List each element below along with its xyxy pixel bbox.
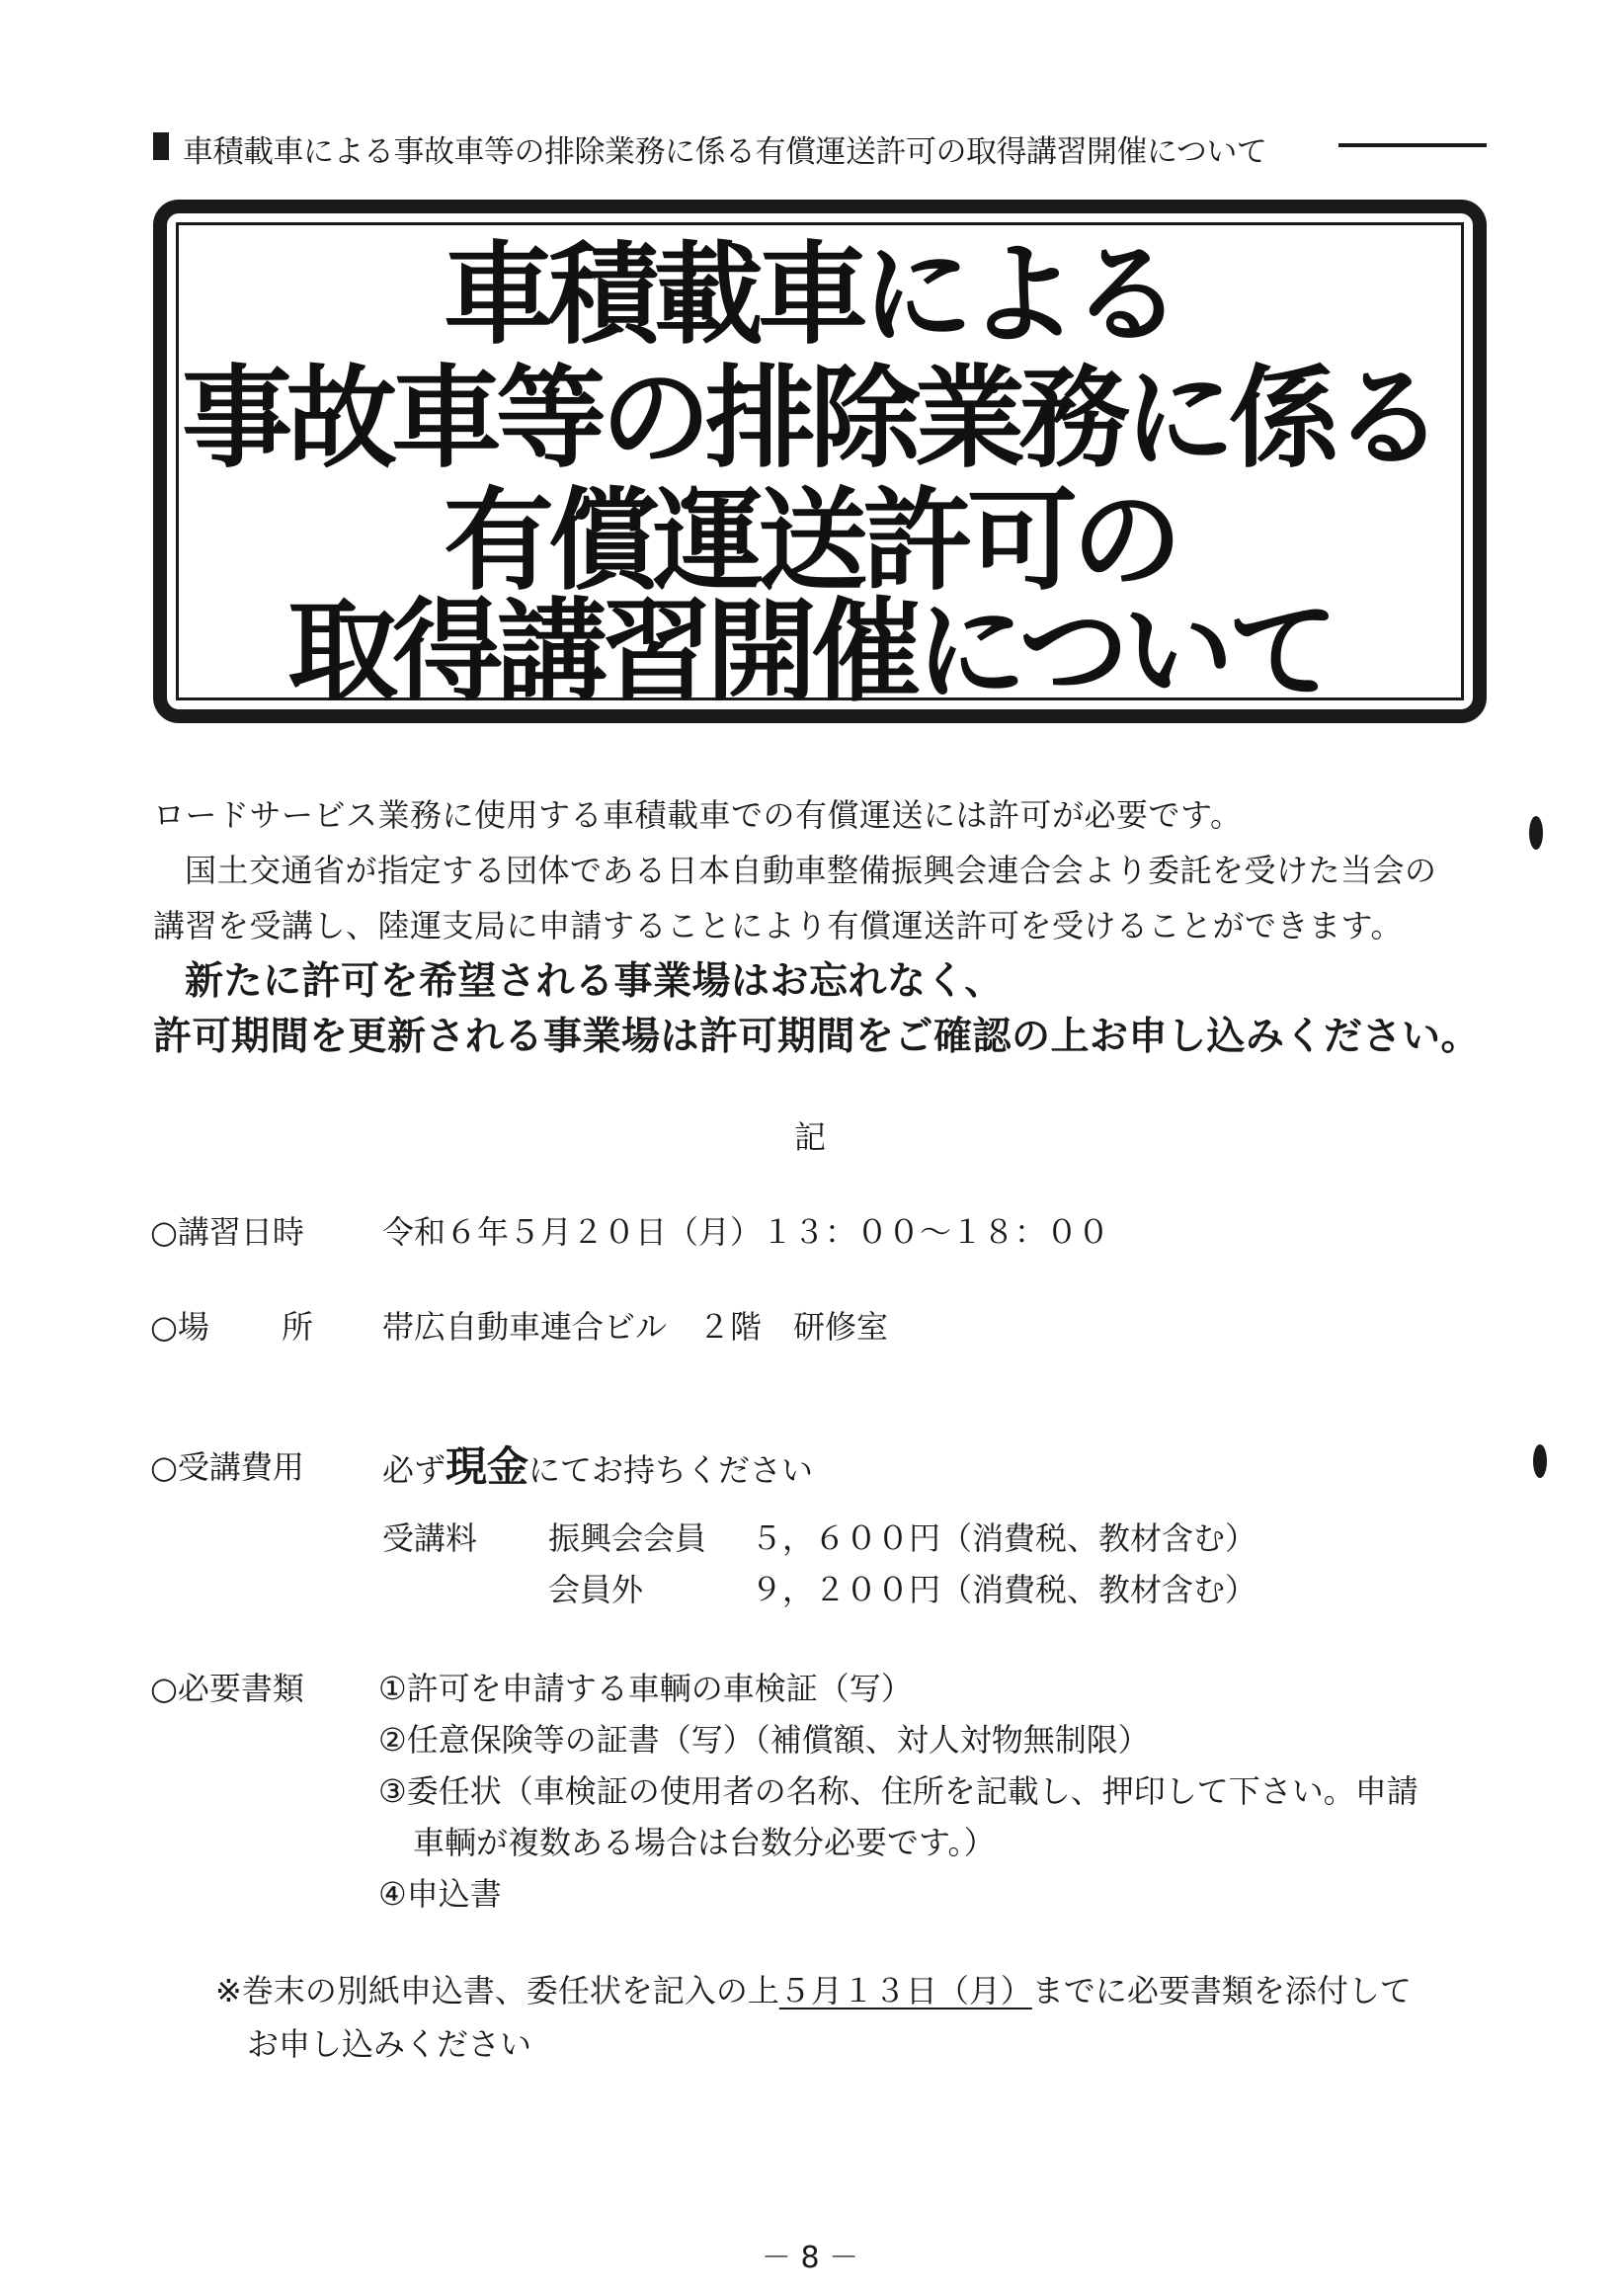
ki-heading: 記	[793, 1118, 826, 1156]
deadline-post: までに必要書類を添付して	[1031, 1972, 1412, 2009]
document-item-3b: 車輌が複数ある場合は台数分必要です。）	[413, 1824, 996, 1861]
page-number: － 8 －	[761, 2241, 859, 2275]
deadline-date: ５月１３日（月）	[778, 1972, 1032, 2009]
place-value: 帯広自動車連合ビル ２階 研修室	[382, 1308, 889, 1346]
deadline-pre: ※巻末の別紙申込書、委任状を記入の上	[215, 1972, 779, 2009]
deadline-line-2: お申し込みください	[247, 2025, 532, 2063]
intro-line-3: 講習を受講し、陸運支局に申請することにより有償運送許可を受けることができます。	[153, 907, 1403, 944]
header-rule	[1338, 143, 1487, 147]
intro-line-2: 国土交通省が指定する団体である日本自動車整備振興会連合会より委託を受けた当会の	[185, 852, 1437, 889]
document-item-3a: ③委任状（車検証の使用者の名称、住所を記載し、押印して下さい。申請	[378, 1772, 1418, 1810]
fee-row-member-amount: ５，６００円（消費税、教材含む）	[751, 1519, 1257, 1557]
title-line-4: 取得講習開催について	[287, 588, 1333, 716]
document-item-4: ④申込書	[378, 1875, 502, 1913]
fee-note-cash: 現金	[446, 1442, 529, 1491]
deadline-note	[215, 1966, 1412, 2011]
fee-note-post: にてお持ちください	[528, 1451, 814, 1489]
intro-emphasis-1: 新たに許可を希望される事業場はお忘れなく、	[185, 959, 1004, 1004]
fee-row-nonmember-category: 会員外	[548, 1571, 644, 1608]
fee-note	[382, 1435, 813, 1494]
title-line-1: 車積載車による	[444, 231, 1176, 360]
fee-subject-label: 受講料	[382, 1519, 478, 1557]
header-square-mark	[153, 132, 169, 160]
punch-hole-mark-top	[1529, 816, 1543, 850]
place-label-b: 所	[282, 1308, 314, 1346]
fee-row-member-category: 振興会会員	[548, 1519, 707, 1557]
datetime-label: ○講習日時	[150, 1213, 304, 1251]
datetime-value: 令和６年５月２０日（月）１３：００～１８：００	[382, 1213, 1110, 1251]
fee-note-pre: 必ず	[382, 1451, 446, 1489]
intro-line-1: ロードサービス業務に使用する車積載車での有償運送には許可が必要です。	[153, 796, 1243, 834]
place-label-a: ○場	[150, 1308, 209, 1346]
title-line-3: 有償運送許可の	[444, 477, 1176, 606]
document-item-1: ①許可を申請する車輌の車検証（写）	[378, 1670, 913, 1707]
title-line-2: 事故車等の排除業務に係る	[182, 355, 1438, 483]
punch-hole-mark-bottom	[1533, 1444, 1547, 1478]
document-item-2: ②任意保険等の証書（写）（補償額、対人対物無制限）	[378, 1721, 1150, 1759]
running-header-title: 車積載車による事故車等の排除業務に係る有償運送許可の取得講習開催について	[183, 134, 1267, 170]
fee-row-nonmember-amount: ９，２００円（消費税、教材含む）	[751, 1571, 1257, 1608]
intro-emphasis-2: 許可期間を更新される事業場は許可期間をご確認の上お申し込みください。	[153, 1015, 1481, 1059]
fee-label: ○受講費用	[150, 1448, 304, 1486]
documents-label: ○必要書類	[150, 1670, 304, 1707]
